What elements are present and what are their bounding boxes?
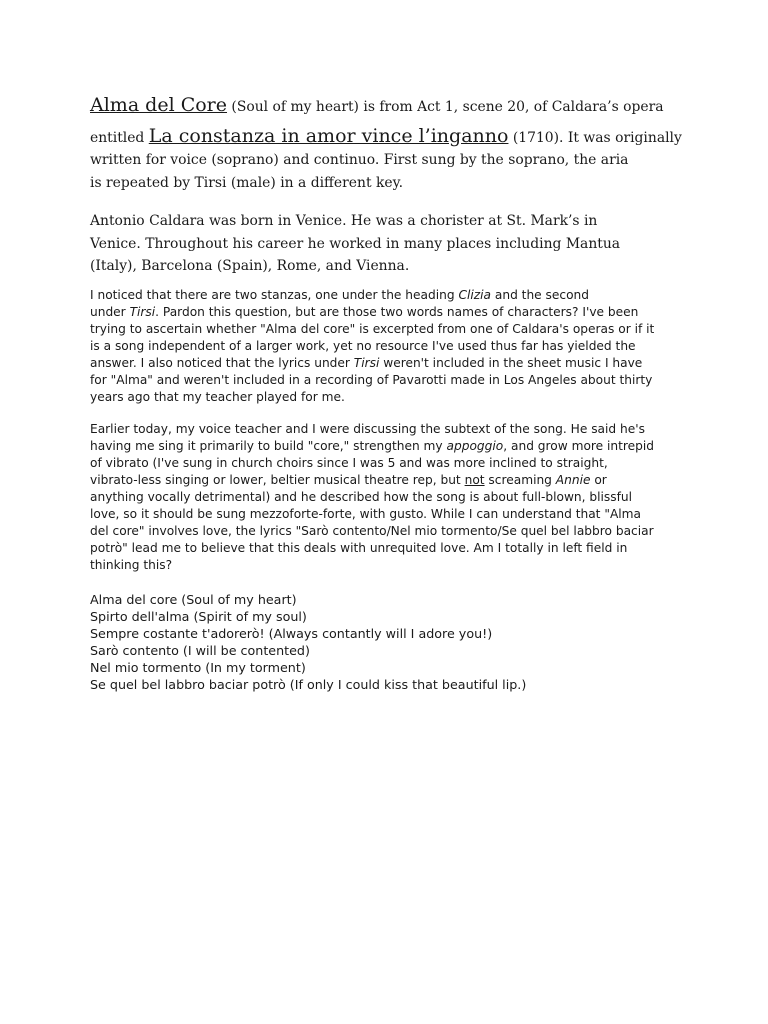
- p3-line-2: under Tirsi. Pardon this question, but are those two words names of characters? I've been: [90, 305, 639, 319]
- p4-line-1: Earlier today, my voice teacher and I were discussing the subtext of the song. He said he's: [90, 422, 645, 436]
- p1-line-4: is repeated by Tirsi (male) in a different key.: [90, 175, 403, 191]
- p4-line-4: vibrato-less singing or lower, beltier musical theatre rep, but not screaming Annie or: [90, 473, 607, 487]
- p3-line-5: answer. I also noticed that the lyrics under Tirsi weren't included in the sheet music I have: [90, 356, 643, 370]
- p2-line-2: Venice. Throughout his career he worked in many places including Mantua: [90, 236, 621, 252]
- opera-aria-title: Alma del Core: [90, 94, 228, 116]
- p3-line-3: trying to ascertain whether "Alma del core" is excerpted from one of Caldara's operas or if it: [90, 322, 655, 336]
- p2-line-1: Antonio Caldara was born in Venice. He was a chorister at St. Mark’s in: [90, 213, 598, 229]
- p3-line-1: I noticed that there are two stanzas, one under the heading Clizia and the second: [90, 288, 590, 302]
- lyric-line: Sempre costante t'adorerò! (Always contantly will I adore you!): [90, 626, 493, 641]
- p3-line-6: for "Alma" and weren't included in a recording of Pavarotti made in Los Angeles about thirty: [90, 373, 653, 387]
- p3-line-4: is a song independent of a larger work, yet no resource I've used thus far has yielded the: [90, 339, 636, 353]
- p4-line-3: of vibrato (I've sung in church choirs since I was 5 and was more inclined to straight,: [90, 456, 608, 470]
- lyric-line: Spirto dell'alma (Spirit of my soul): [90, 609, 307, 624]
- p4-line-6: love, so it should be sung mezzoforte-forte, with gusto. While I can understand that "Alma: [90, 507, 642, 521]
- p4-line-8: potrò" lead me to believe that this deals with unrequited love. Am I totally in left field in: [90, 541, 628, 555]
- lyric-line: Alma del core (Soul of my heart): [90, 592, 297, 607]
- p4-line-2: having me sing it primarily to build "core," strengthen my appoggio, and grow more intrepid: [90, 439, 655, 453]
- lyric-line: Se quel bel labbro baciar potrò (If only I could kiss that beautiful lip.): [90, 677, 527, 692]
- p1-line-2: entitled La constanza in amor vince l’inganno (1710). It was originally: [90, 125, 682, 147]
- p4-line-9: thinking this?: [90, 558, 173, 572]
- opera-title: La constanza in amor vince l’inganno: [148, 125, 509, 147]
- p2-line-3: (Italy), Barcelona (Spain), Rome, and Vienna.: [90, 258, 410, 274]
- p4-line-7: del core" involves love, the lyrics "Sarò contento/Nel mio tormento/Se quel bel labbro baciar: [90, 524, 654, 538]
- lyric-line: Nel mio tormento (In my torment): [90, 660, 306, 675]
- p1-line-1: Alma del Core (Soul of my heart) is from Act 1, scene 20, of Caldara’s opera: [90, 94, 664, 116]
- lyric-line: Sarò contento (I will be contented): [90, 643, 310, 658]
- p1-line-3: written for voice (soprano) and continuo. First sung by the soprano, the aria: [90, 152, 629, 168]
- p4-line-5: anything vocally detrimental) and he described how the song is about full-blown, blissful: [90, 490, 633, 504]
- p3-line-7: years ago that my teacher played for me.: [90, 390, 345, 404]
